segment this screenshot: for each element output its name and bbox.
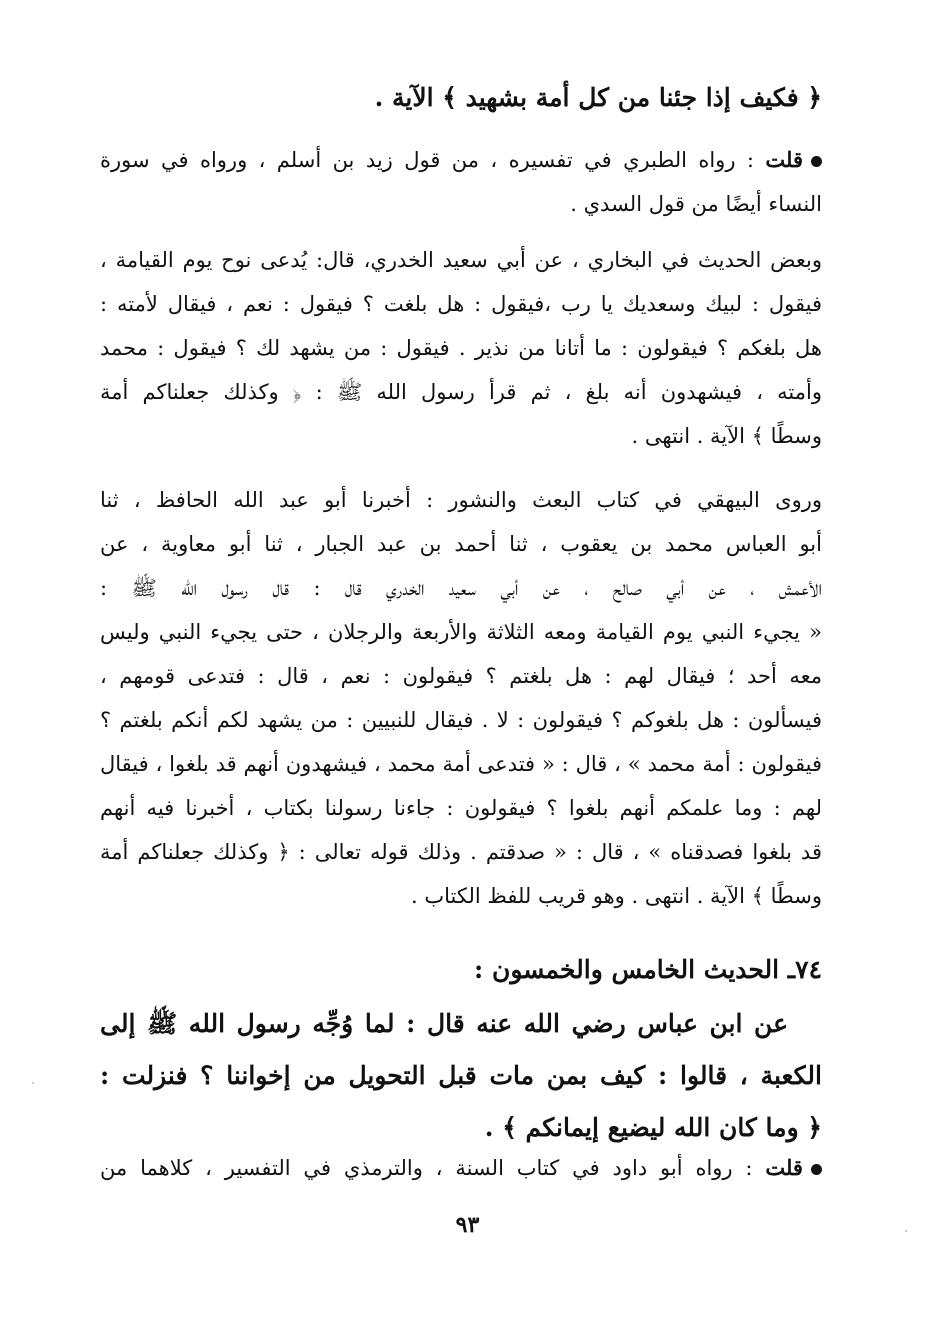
hadith-heading <box>100 944 822 996</box>
note-1-text: : رواه الطبري في تفسيره ، من قول زيد بن أسلم ، ورواه في سورة <box>100 148 754 172</box>
para-line: « يجيء النبي يوم القيامة ومعه الثلاثة والأربعة والرجلان ، حتى يجيء النبي وليس <box>100 620 822 644</box>
para-line: وأمته ، فيشهدون أنه بلغ ، ثم قرأ رسول الله ﷺ : ﴿ وكذلك جعلناكم أمة <box>100 380 822 404</box>
note-2 <box>100 1146 822 1190</box>
hadith-line: الكعبة ، قالوا : كيف بمن مات قبل التحويل من إخواننا ؟ فنزلت : <box>100 1061 822 1090</box>
note-2-label: قلت <box>765 1155 803 1180</box>
para-line: الأعمش ، عن أبي صالح ، عن أبي سعيد الخدري قال : قال رسول الله ﷺ : <box>100 576 822 600</box>
page-number: ٩٣ <box>455 1212 480 1238</box>
paragraph-bayhaqi <box>100 478 822 918</box>
para-line: لهم : وما علمكم أنهم بلغوا ؟ فيقولون : جاءنا رسولنا بكتاب ، أخبرنا فيه أنهم <box>100 796 822 820</box>
para-line: وسطًا ﴾ الآية . انتهى . <box>631 424 822 448</box>
para-line: فيقول : لبيك وسعديك يا رب ،فيقول : هل بلغت ؟ فيقول : نعم ، فيقال لأمته : <box>100 292 822 316</box>
para-line: وبعض الحديث في البخاري ، عن أبي سعيد الخدري، قال: يُدعى نوح يوم القيامة ، <box>100 248 822 272</box>
note-1-label: قلت <box>765 147 803 172</box>
para-line: معه أحد ؛ فيقال لهم : هل بلغتم ؟ فيقولون : نعم ، قال : فتدعى قومهم ، <box>100 664 822 688</box>
para-line: وسطًا ﴾ الآية . انتهى . وهو قريب للفظ الكتاب . <box>411 884 822 908</box>
hadith-line: عن ابن عباس رضي الله عنه قال : لما وُجِّه رسول الله ﷺ إلى <box>100 1009 788 1038</box>
para-line: هل بلغكم ؟ فيقولون : ما أتانا من نذير . فيقول : من يشهد لك ؟ فيقول : محمد <box>100 336 822 360</box>
para-line: أبو العباس محمد بن يعقوب ، ثنا أحمد بن عبد الجبار ، ثنا أبو معاوية ، عن <box>100 532 822 556</box>
bullet-icon <box>811 1164 822 1175</box>
bullet-icon <box>811 156 822 167</box>
verse-heading <box>100 72 822 124</box>
para-line: وروى البيهقي في كتاب البعث والنشور : أخبرنا أبو عبد الله الحافظ ، ثنا <box>100 488 822 512</box>
section-heading: ٧٤ـ الحديث الخامس والخمسون : <box>474 955 822 984</box>
scan-speck <box>32 1082 34 1084</box>
paragraph-bukhari <box>100 238 822 458</box>
note-1-line-2: النساء أيضًا من قول السدي . <box>570 192 822 216</box>
scan-speck <box>905 1230 907 1232</box>
para-line: فيقولون : أمة محمد » ، قال : « فتدعى أمة محمد ، فيشهدون أنهم قد بلغوا ، فيقال <box>100 752 822 776</box>
verse-line: ﴿ فكيف إذا جئنا من كل أمة بشهيد ﴾ الآية . <box>374 83 822 112</box>
para-line: قد بلغوا فصدقناه » ، قال : « صدقتم . وذلك قوله تعالى : ﴿ وكذلك جعلناكم أمة <box>100 840 822 864</box>
note-1 <box>100 138 822 226</box>
note-1-line-1 <box>100 138 822 182</box>
para-line: فيسألون : هل بلغوكم ؟ فيقولون : لا . فيقال للنبيين : من يشهد لكم أنكم بلغتم ؟ <box>100 708 822 732</box>
note-2-line <box>100 1146 822 1190</box>
hadith-text <box>100 998 822 1154</box>
note-2-text: : رواه أبو داود في كتاب السنة ، والترمذي في التفسير ، كلاهما من <box>100 1156 753 1180</box>
hadith-line: ﴿ وما كان الله ليضيع إيمانكم ﴾ . <box>484 1113 822 1142</box>
